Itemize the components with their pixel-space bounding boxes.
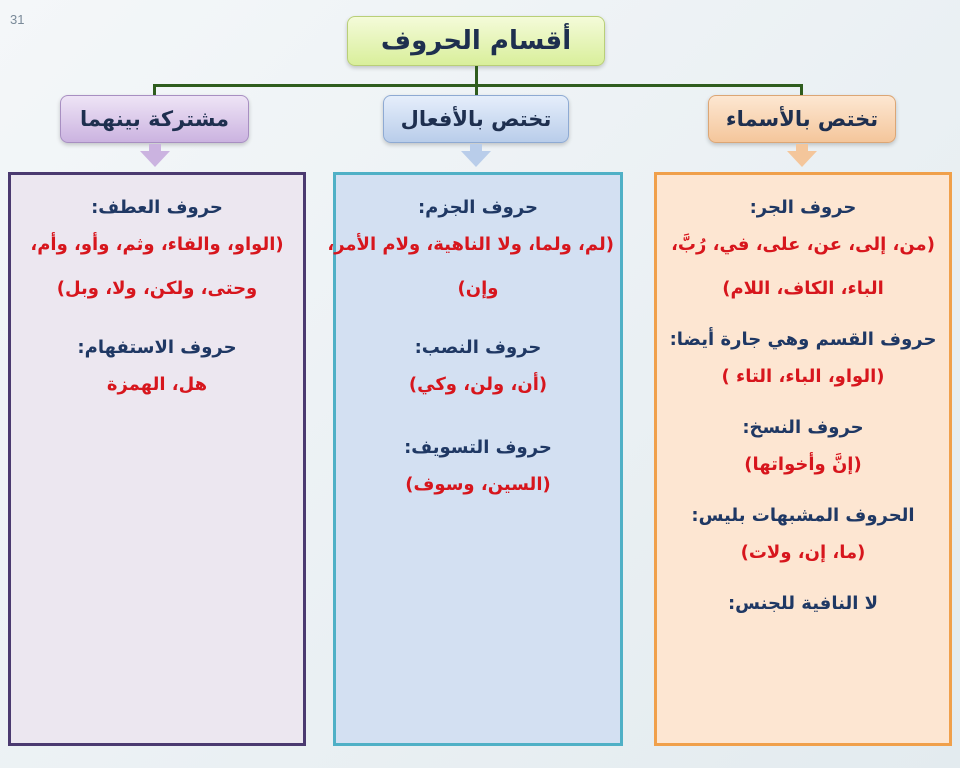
group-tasweef [336, 433, 620, 507]
group-line: (إنَّ وأخواتها) [744, 454, 862, 475]
group-line: (لم، ولما، ولا الناهية، ولام الأمر، [327, 234, 614, 255]
group-naskh [657, 413, 949, 487]
page-number: 31 [10, 12, 25, 27]
group-heading: حروف الجزم: [417, 197, 539, 218]
connector-horizontal [153, 84, 803, 87]
group-jazm [327, 193, 620, 311]
group-line: الباء، الكاف، اللام) [722, 278, 884, 299]
group-line: وحتى، ولكن، ولا، وبل) [56, 278, 258, 299]
group-heading: حروف النصب: [414, 337, 542, 358]
group-line: (السين، وسوف) [405, 474, 551, 495]
arrow-down-verbs-icon [461, 151, 491, 167]
group-qasam [657, 325, 949, 399]
group-line: (من، إلى، عن، على، في، رُبَّ، [671, 234, 935, 255]
group-heading: حروف الاستفهام: [77, 337, 237, 358]
branch-verbs-header: تختص بالأفعال [383, 95, 569, 143]
panel-shared [8, 172, 306, 746]
group-heading: حروف الجر: [749, 197, 857, 218]
group-heading: الحروف المشبهات بليس: [691, 505, 915, 526]
group-heading: حروف العطف: [91, 197, 223, 218]
arrow-down-nouns-icon [787, 151, 817, 167]
branch-nouns-header: تختص بالأسماء [708, 95, 896, 143]
group-conjunctions [11, 193, 303, 311]
panel-nouns [654, 172, 952, 746]
group-interrogatives [11, 333, 303, 407]
group-heading: لا النافية للجنس: [727, 593, 879, 614]
diagram-title: أقسام الحروف [347, 16, 605, 66]
group-line: هل، الهمزة [106, 374, 208, 395]
group-la-nafiya [657, 589, 949, 619]
group-line: وإن) [457, 278, 499, 299]
group-laysa [657, 501, 949, 575]
connector-title-stem [475, 66, 478, 86]
group-heading: حروف النسخ: [742, 417, 864, 438]
branch-shared-header: مشتركة بينهما [60, 95, 249, 143]
group-line: (الواو، الباء، التاء ) [721, 366, 885, 387]
group-jarr [657, 193, 949, 311]
group-line: (الواو، والفاء، وثم، وأو، وأم، [30, 234, 284, 255]
group-heading: حروف التسويف: [404, 437, 552, 458]
panel-verbs [327, 172, 623, 746]
group-line: (ما، إن، ولات) [740, 542, 866, 563]
arrow-down-shared-icon [140, 151, 170, 167]
group-nasb [336, 333, 620, 407]
group-line: (أن، ولن، وكي) [408, 374, 548, 395]
group-heading: حروف القسم وهي جارة أيضا: [669, 329, 937, 350]
